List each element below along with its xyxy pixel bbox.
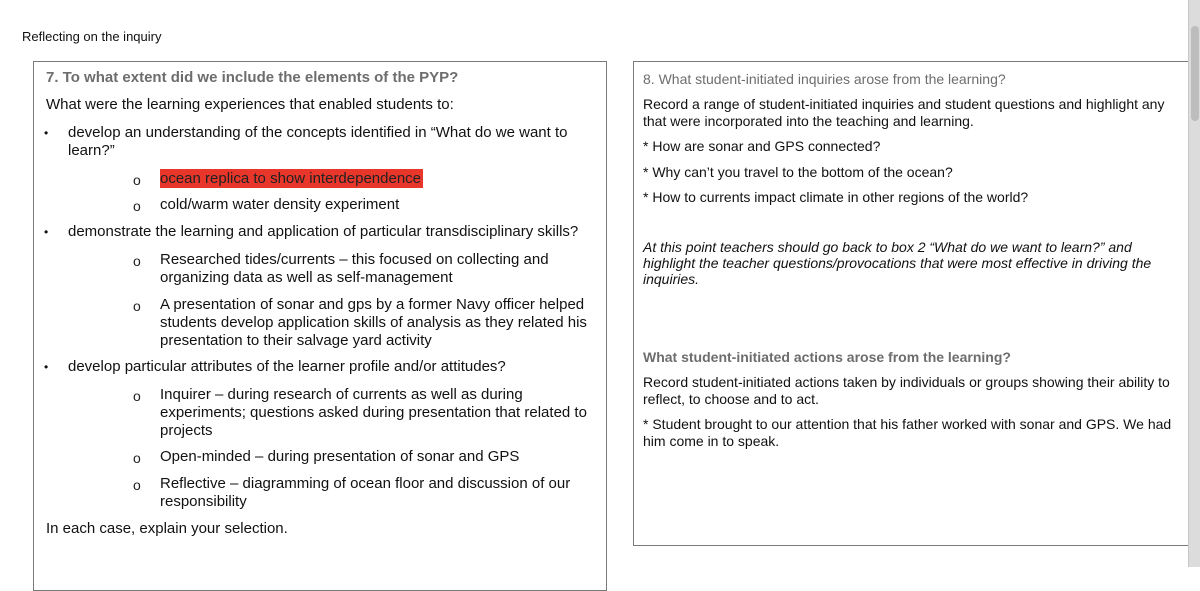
inquiry-question-1: * How are sonar and GPS connected? <box>643 138 881 154</box>
sub-item-density-experiment: cold/warm water density experiment <box>160 196 400 213</box>
actions-heading: What student-initiated actions arose from the learning? <box>643 349 1011 365</box>
sub-item-reflective-line2: responsibility <box>160 493 247 510</box>
bullet-icon: • <box>44 360 49 374</box>
vertical-scrollbar[interactable] <box>1188 0 1200 567</box>
box7-intro: What were the learning experiences that enabled students to: <box>46 96 454 113</box>
actions-desc-line1: Record student-initiated actions taken by individuals or groups showing their ability to <box>643 374 1170 390</box>
bullet-icon: • <box>44 225 49 239</box>
sub-item-inquirer-line2: experiments; questions asked during presentation that related to <box>160 404 587 421</box>
bullet2-text: demonstrate the learning and application of particular transdisciplinary skills? <box>68 223 579 240</box>
student-inquiries-box <box>633 61 1200 546</box>
teacher-note-line3: inquiries. <box>643 271 700 287</box>
action-example-line2: him come in to speak. <box>643 433 780 449</box>
page-title: Reflecting on the inquiry <box>22 29 162 44</box>
box8-desc-line1: Record a range of student-initiated inquiries and student questions and highlight any <box>643 96 1165 112</box>
circle-bullet-icon: o <box>133 298 141 314</box>
bullet-icon: • <box>44 126 49 140</box>
sub-item-inquirer-line3: projects <box>160 422 213 439</box>
highlight-ocean-replica: ocean replica to show interdependence <box>160 170 422 187</box>
sub-item-reflective-line1: Reflective – diagramming of ocean floor and discussion of our <box>160 475 571 492</box>
box7-closing: In each case, explain your selection. <box>46 520 288 537</box>
box7-heading: 7. To what extent did we include the elements of the PYP? <box>46 69 459 86</box>
circle-bullet-icon: o <box>133 253 141 269</box>
bullet3-text: develop particular attributes of the learner profile and/or attitudes? <box>68 358 506 375</box>
teacher-note-line2: highlight the teacher questions/provocations that were most effective in driving the <box>643 255 1152 271</box>
highlighted-sub-item <box>160 170 423 188</box>
circle-bullet-icon: o <box>133 198 141 214</box>
teacher-note-line1: At this point teachers should go back to box 2 “What do we want to learn?” and <box>643 239 1132 255</box>
sub-item-sonar-line1: A presentation of sonar and gps by a former Navy officer helped <box>160 296 585 313</box>
scrollbar-thumb[interactable] <box>1191 26 1199 121</box>
box8-desc-line2: that were incorporated into the teaching and learning. <box>643 113 974 129</box>
actions-desc-line2: reflect, to choose and to act. <box>643 391 819 407</box>
bullet1-text-line2: learn?” <box>68 142 115 159</box>
sub-item-open-minded: Open-minded – during presentation of sonar and GPS <box>160 448 520 465</box>
circle-bullet-icon: o <box>133 388 141 404</box>
sub-item-tides-line1: Researched tides/currents – this focused on collecting and <box>160 251 549 268</box>
circle-bullet-icon: o <box>133 477 141 493</box>
action-example-line1: * Student brought to our attention that his father worked with sonar and GPS. We had <box>643 416 1172 432</box>
circle-bullet-icon: o <box>133 450 141 466</box>
circle-bullet-icon: o <box>133 172 141 188</box>
inquiry-question-2: * Why can’t you travel to the bottom of the ocean? <box>643 164 953 180</box>
box8-heading: 8. What student-initiated inquiries arose from the learning? <box>643 71 1006 87</box>
inquiry-question-3: * How to currents impact climate in other regions of the world? <box>643 189 1029 205</box>
sub-item-sonar-line3: presentation to their salvage yard activity <box>160 332 432 349</box>
pyp-elements-box <box>33 61 607 591</box>
sub-item-tides-line2: organizing data as well as self-management <box>160 269 453 286</box>
sub-item-sonar-line2: students develop application skills of analysis as they related his <box>160 314 587 331</box>
bullet1-text-line1: develop an understanding of the concepts identified in “What do we want to <box>68 124 568 141</box>
sub-item-inquirer-line1: Inquirer – during research of currents as well as during <box>160 386 523 403</box>
